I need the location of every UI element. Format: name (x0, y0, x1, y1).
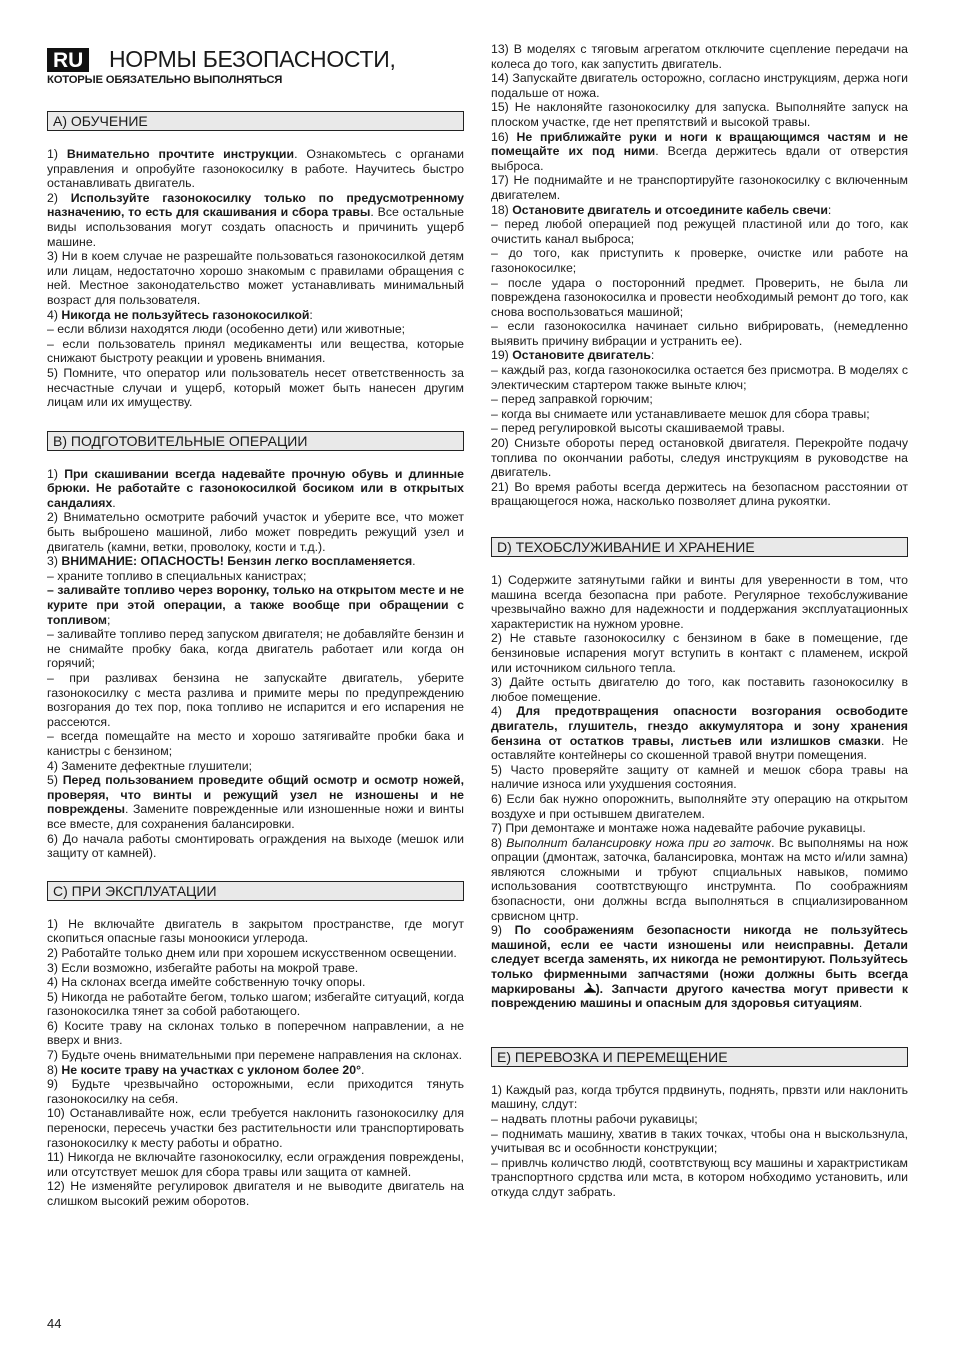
section-e-item-1b: – поднимать машину, хватив в таких точках, чтобы она н выскользнула, учитывая вс и особнности конструкции; (491, 1126, 908, 1156)
section-c-item-18c: – после удара о посторонний предмет. Проверить, не была ли повреждена газонокосилка и провести необходимый ремонт до того, как снова воспользоваться машиной; (491, 275, 908, 319)
section-c-item-19b: – перед заправкой горючим; (491, 392, 653, 407)
page-title: НОРМЫ БЕЗОПАСНОСТИ, (109, 46, 396, 72)
section-c-item-13: 13) В моделях с тяговым агрегатом отключите сцепление передачи на колеса до того, как запустить двигатель. (491, 42, 908, 71)
section-e-item-1a: – надвать плотны рабочи рукавицы; (491, 1112, 698, 1126)
section-c-item-12: 12) Не изменяйте регулировок двигателя и не выводите двигатель на слишком высокий режим оборотов. (47, 1179, 464, 1208)
section-c-item-19a: – каждый раз, когда газонокосилка остается без присмотра. В моделях с электическим стартером также выньте ключ; (491, 363, 908, 392)
section-b-item-3d: – при разливах бензина не запускайте двигатель, уберите газонокосилку с места разлива и примите меры по предупреждению возгорания до тех пор, пока топливо не испарится и его испарения не рассеются. (47, 671, 464, 729)
section-b-heading: B) ПОДГОТОВИТЕЛЬНЫЕ ОПЕРАЦИИ (47, 431, 464, 451)
section-d-item-2: 2) Не ставьте газонокосилку с бензином в баке в помещение, где бензиновые испарения могут вступить в контакт с пламенем, искрой или источником сильного тепла. (491, 631, 908, 675)
section-e-item-1c: – привлчь количство людй, соотвтствующ всу машины и характристикам транспортного срдства или мста, в котором нобходимо установить, или откуда слдут забрать. (491, 1155, 908, 1199)
section-c-item-3: 3) Если возможно, избегайте работы на мокрой траве. (47, 960, 359, 975)
section-d-item-3: 3) Дайте остыть двигателю до того, как поставить газонокосилку в любое помещение. (491, 675, 908, 704)
section-b-item-3c: – заливайте топливо перед запуском двигателя; не добавляйте бензин и не снимайте пробку бака, когда двигатель работает или когда он горячий; (47, 627, 464, 671)
section-b-item-3a: – храните топливо в специальных канистрах; (47, 568, 307, 583)
section-c-item-19c: – когда вы снимаете или устанавливаете мешок для сбора травы; (491, 406, 870, 421)
section-c-item-21: 21) Во время работы всегда держитесь на безопасном расстоянии от вращающегося ножа, насколько позволяет длина рукоятки. (491, 479, 908, 509)
blade-mark-icon (584, 982, 596, 993)
section-c-heading: C) ПРИ ЭКСПЛУАТАЦИИ (47, 881, 464, 901)
section-c-item-9: 9) Будьте чрезвычайно осторожными, если приходится тянуть газонокосилку на себя. (47, 1077, 464, 1106)
section-c-item-18a: – перед любой операцией под режущей пластиной или до того, как очистить канал выброса; (491, 217, 908, 246)
section-d-item-7: 7) При демонтаже и монтаже ножа надевайте рабочие рукавицы. (491, 821, 866, 836)
section-d-heading: D) ТЕХОБСЛУЖИВАНИЕ И ХРАНЕНИЕ (491, 537, 908, 557)
section-c-item-17: 17) Не поднимайте и не транспортируйте газонокосилку с включенным двигателем. (491, 173, 908, 202)
section-c-item-1: 1) Не включайте двигатель в закрытом пространстве, где могут скопиться опасные газы моноокиси углерода. (47, 916, 464, 946)
section-c-item-19d: – перед регулировкой высоты скашиваемой травы. (491, 421, 785, 436)
section-c-item-15: 15) Не наклоняйте газонокосилку для запуска. Выполняйте запуск на плоском участке, где нет препятствий и высокой травы. (491, 100, 908, 129)
section-a-item-4: 4) Никогда не пользуйтесь газонокосилкой: (47, 307, 313, 322)
section-c-item-14: 14) Запускайте двигатель осторожно, согласно инструкциям, держа ноги подальше от ножа. (491, 71, 908, 100)
section-c-item-19: 19) Остановите двигатель: (491, 348, 655, 363)
section-e-item-1: 1) Каждый раз, когда трбутся прдвинуть, поднять, првзти или наклонить машину, слдут: (491, 1082, 908, 1112)
section-b-item-1: 1) При скашивании всегда надевайте прочную обувь и длинные брюки. Не работайте с газонокосилкой босиком или в открытых сандалиях. (47, 466, 464, 510)
section-c-item-2: 2) Работайте только днем или при хорошем искусственном освещении. (47, 945, 457, 960)
section-c-item-10: 10) Останавливайте нож, если требуется наклонить газонокосилку для переноски, пересечь участки без растительности или транспортировать газонокосилку к месту работы и обратно. (47, 1106, 464, 1150)
section-d-item-6: 6) Если бак нужно опорожнить, выполняйте эту операцию на открытом воздухе и при остывшем двигателем. (491, 791, 908, 821)
section-c-item-18b: – до того, как приступить к проверке, очистке или работе на газонокосилке; (491, 246, 908, 275)
section-a-item-5: 5) Помните, что оператор или пользователь несет ответственность за несчастные случаи и ущерб, который может быть нанесен другим лицам или их имуществу. (47, 365, 464, 410)
left-column (47, 42, 464, 1209)
section-b-item-2: 2) Внимательно осмотрите рабочий участок и уберите все, что может быть выброшено машиной, либо может повредить режущий узел и двигатель (камни, ветки, проволоку, кости и т.д.). (47, 510, 464, 554)
section-c-item-18: 18) Остановите двигатель и отсоедините кабель свечи: (491, 202, 832, 217)
section-c-item-5: 5) Никогда не работайте бегом, только шагом; избегайте ситуаций, когда газонокосилка тянет за собой работающего. (47, 989, 464, 1019)
section-b-item-3b: – заливайте топливо через воронку, только на открытом месте и не курите при этой операции, а также вообще при обращении с топливом; (47, 583, 464, 627)
section-b-item-6: 6) До начала работы смонтировать ограждения на выходе (мешок или защиту от камней). (47, 831, 464, 861)
section-c-item-4: 4) На склонах всегда имейте собственную точку опоры. (47, 975, 366, 990)
section-d-item-8: 8) Выполнит балансировку ножа при го заточк. Вс выполнямы на нож опрации (дмонтаж, заточка, балансировка, монтаж на мсто и/или замна) являются сложными и трбуют спциальных навыков, помимо использования соотвтствующго инструмнта. По соображниям бзопасности, они должны всгда выполняться в спциализированном срвисном цнтр. (491, 835, 908, 923)
section-b-item-4: 4) Замените дефектные глушители; (47, 758, 252, 773)
section-a-item-3: 3) Ни в коем случае не разрешайте пользоваться газонокосилкой детям или лицам, недостаточно хорошо знакомым с правилами обращения с ней. Местное законодательство может устанавливать минимальный возраст для пользователя. (47, 249, 464, 307)
page-number: 44 (47, 1316, 62, 1331)
section-c-item-20: 20) Снизьте обороты перед остановкой двигателя. Перекройте подачу топлива по окончании работы, следуя инструкциям в руководстве на двигатель. (491, 436, 908, 480)
section-c-item-6: 6) Косите траву на склонах только в поперечном направлении, а не вверх и вниз. (47, 1018, 464, 1048)
section-a-item-2: 2) Используйте газонокосилку только по предусмотренному назначению, то есть для скашивания и сбора травы. Все остальные виды использования могут создать опасность и причинить ущерб машине. (47, 190, 465, 249)
section-b-item-3: 3) ВНИМАНИЕ: ОПАСНОСТЬ! Бензин легко воспламеняется. (47, 554, 416, 569)
language-badge: RU (47, 48, 89, 72)
section-d-item-9: 9) По соображениям безопасности никогда не пользуйтесь машиной, если ее части изношены или неисправны. Детали следует всегда заменять, их никогда не ремонтируют. Пользуйтесь только фирменными запчастями (ножи должны быть всегда маркированы ). Запчасти другого качества могут привести к повреждению машины и опасным для здоровья ситуациям. (491, 923, 908, 1011)
section-c-item-11: 11) Никогда не включайте газонокосилку, если ограждения повреждены, или отсутствует мешок для сбора травы или защита от камней. (47, 1150, 464, 1179)
section-b-item-5: 5) Перед пользованием проведите общий осмотр и осмотр ножей, проверяя, что винты и режущий узел не изношены и не повреждены. Замените поврежденные или изношенные ножи и винты все вместе, для сохранения балансировки. (47, 773, 464, 831)
section-c-item-16: 16) Не приближайте руки и ноги к вращающимся частям и не помещайте их под ними. Всегда держитесь вдали от отверстия выброса. (491, 129, 908, 173)
right-column (491, 42, 908, 1200)
section-a-item-4b: – если пользователь принял медикаменты или вещества, которые снижают быстроту реакции и уровень внимания. (47, 336, 464, 366)
section-d-item-1: 1) Содержите затянутыми гайки и винты для уверенности в том, что машина всегда безопасна при работе. Регулярное техобслуживание чрезвычайно важно для надежности и поддержания эксплуатационных характеристик на нужном уровне. (491, 573, 908, 631)
section-e-heading: E) ПЕРЕВОЗКА И ПЕРЕМЕЩЕНИЕ (491, 1047, 908, 1067)
section-d-item-5: 5) Часто проверяйте защиту от камней и мешок сбора травы на наличие износа или ухудшения состояния. (491, 762, 908, 792)
section-c-item-8: 8) Не косите траву на участках с уклоном более 20°. (47, 1062, 365, 1077)
section-d-item-4: 4) Для предотвращения опасности возгорания освободите двигатель, глушитель, гнездо аккумулятора и зону хранения бензина от остатков травы, листьев или излишков смазки. Не оставляйте контейнеры со скошенной травой внутри помещения. (491, 704, 909, 763)
page-subtitle: КОТОРЫЕ ОБЯЗАТЕЛЬНО ВЫПОЛНЯТЬСЯ (47, 74, 283, 86)
page-header (47, 42, 464, 88)
section-a-heading: A) ОБУЧЕНИЕ (47, 111, 464, 131)
section-b-item-3e: – всегда помещайте на место и хорошо затягивайте пробки бака и канистры с бензином; (47, 729, 464, 758)
section-a-item-4a: – если вблизи находятся люди (особенно дети) или животные; (47, 322, 406, 337)
section-a-item-1: 1) Внимательно прочтите инструкции. Ознакомьтесь с органами управления и опробуйте газонокосилку в работе. Научитесь быстро останавливать двигатель. (47, 147, 464, 191)
section-c-item-18d: – если газонокосилка начинает сильно вибрировать, (немедленно выявить причину вибрации и устранить ее). (491, 319, 908, 348)
section-c-item-7: 7) Будьте очень внимательными при перемене направления на склонах. (47, 1048, 463, 1063)
